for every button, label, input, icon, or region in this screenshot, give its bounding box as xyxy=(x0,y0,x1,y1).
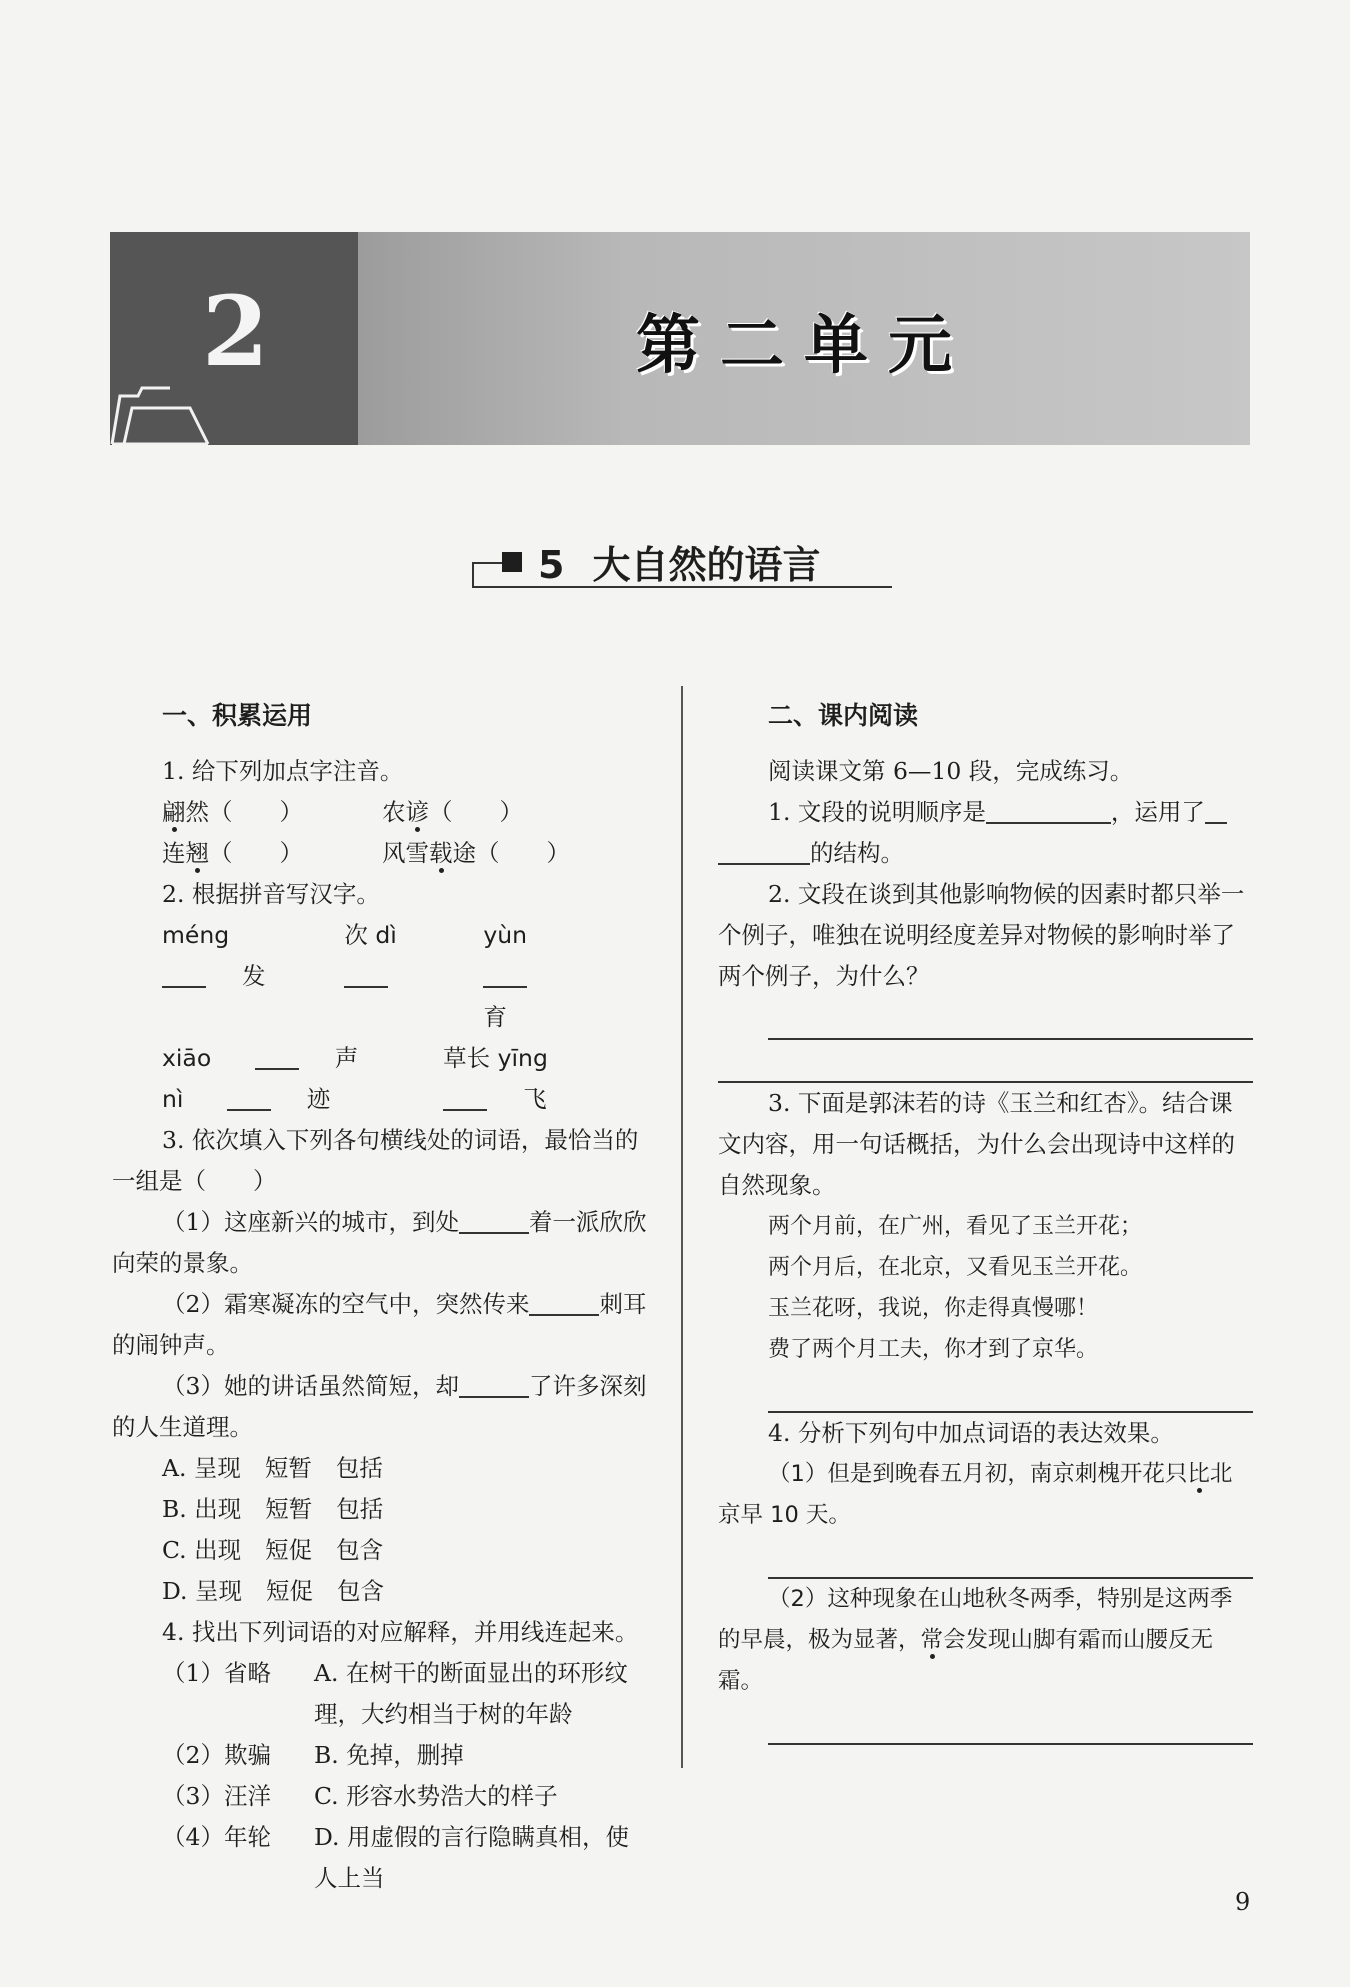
answer-blank[interactable] xyxy=(459,1209,529,1235)
folder-icon xyxy=(110,382,210,445)
q1-item-rest: 途（ ） xyxy=(452,839,570,867)
answer-blank[interactable] xyxy=(718,840,810,866)
dotted-word: 常 xyxy=(920,1627,944,1653)
pinyin-suffix: 迹 xyxy=(306,1085,331,1113)
pinyin-item xyxy=(162,1038,407,1120)
poem-line: 两个月前，在广州，看见了玉兰开花； xyxy=(768,1214,1143,1239)
answer-blank[interactable] xyxy=(344,963,388,989)
question-part: 1. 文段的说明顺序是 xyxy=(768,798,986,826)
q1-item-rest: 然（ ） xyxy=(185,798,303,826)
pinyin-item xyxy=(162,915,308,1038)
dotted-char: 翩 xyxy=(162,798,186,826)
answer-blank[interactable] xyxy=(162,963,206,989)
lesson-name: 大自然的语言 xyxy=(592,543,821,587)
pinyin: 草长 yīng xyxy=(443,1044,548,1072)
answer-line[interactable] xyxy=(718,1040,1253,1083)
column-divider xyxy=(681,686,683,1768)
match-definition: C. 形容水势浩大的样子 xyxy=(314,1782,558,1810)
q3-sentence-3 xyxy=(112,1366,652,1448)
option-word: 短暂 xyxy=(264,1454,312,1482)
right-column xyxy=(718,695,1253,1745)
option-word: 包含 xyxy=(336,1577,384,1605)
option-word: 短暂 xyxy=(265,1495,313,1523)
unit-title-panel xyxy=(358,232,1250,445)
match-term: （3）汪洋 xyxy=(162,1782,271,1810)
q4-prompt: 4. 找出下列词语的对应解释，并用线连起来。 xyxy=(162,1618,639,1646)
r-q4-sentence-1 xyxy=(718,1454,1253,1536)
sentence-part: 北京早 10 天。 xyxy=(718,1461,1233,1528)
sentence-part: 了许多深刻的人生道理。 xyxy=(112,1372,647,1441)
option-word: 包括 xyxy=(336,1495,384,1523)
section-heading-accumulation: 一、积累运用 xyxy=(162,701,313,730)
sentence-part: （1）这座新兴的城市，到处 xyxy=(162,1208,459,1236)
unit-number: 2 xyxy=(202,275,269,388)
match-definition: B. 免掉，删掉 xyxy=(314,1741,464,1769)
pinyin-suffix: 发 xyxy=(242,962,266,990)
answer-blank[interactable] xyxy=(986,799,1111,825)
sentence-part: （1）但是到晚春五月初，南京刺槐开花只 xyxy=(768,1461,1188,1487)
page-number: 9 xyxy=(1235,1888,1251,1916)
answer-blank[interactable] xyxy=(459,1373,529,1399)
pinyin: xiāo xyxy=(162,1044,212,1072)
match-definition: D. 用虚假的言行隐瞒真相，使人上当 xyxy=(314,1823,629,1892)
pinyin: yùn xyxy=(483,921,528,949)
q3-sentence-2 xyxy=(112,1284,652,1366)
sentence-part: （2）霜寒凝冻的空气中，突然传来 xyxy=(162,1290,530,1318)
option-word: B. 出现 xyxy=(162,1495,242,1523)
poem-line: 两个月后，在北京，又看见玉兰开花。 xyxy=(768,1255,1143,1280)
q1-item-rest: （ ） xyxy=(429,798,523,826)
r-q1-cont xyxy=(718,833,1253,874)
answer-line[interactable] xyxy=(768,1370,1253,1413)
title-bracket xyxy=(472,562,474,588)
sentence-part: 会发现山脚有霜而山腰反无霜。 xyxy=(718,1627,1214,1694)
q1-item xyxy=(162,833,382,874)
answer-line[interactable] xyxy=(768,1702,1253,1745)
pinyin-suffix: 飞 xyxy=(523,1085,547,1113)
dotted-char: 翘 xyxy=(185,839,209,867)
pinyin-item xyxy=(483,915,616,1038)
sentence-part: 刺耳的闹钟声。 xyxy=(112,1290,647,1359)
pinyin-suffix: 声 nì xyxy=(162,1044,359,1113)
reading-intro: 阅读课文第 6—10 段，完成练习。 xyxy=(768,757,1134,785)
poem-line: 玉兰花呀，我说，你走得真慢哪！ xyxy=(768,1296,1099,1321)
answer-blank[interactable] xyxy=(443,1086,487,1112)
answer-blank[interactable] xyxy=(529,1291,599,1317)
q1-item-pre: 风雪 xyxy=(382,839,429,867)
pinyin-item xyxy=(344,915,447,1038)
option-d[interactable] xyxy=(112,1571,652,1612)
r-q4: 4. 分析下列句中加点词语的表达效果。 xyxy=(768,1419,1174,1447)
match-term: （1）省略 xyxy=(162,1659,271,1687)
question-part: ，运用了 xyxy=(1110,798,1205,826)
sentence-part: （3）她的讲话虽然简短，却 xyxy=(162,1372,459,1400)
q3-sentence-1 xyxy=(112,1202,652,1284)
match-pair[interactable] xyxy=(112,1653,652,1735)
dotted-char: 谚 xyxy=(405,798,429,826)
pinyin: 次 dì xyxy=(344,921,397,949)
dotted-char: 载 xyxy=(429,839,453,867)
answer-blank[interactable] xyxy=(1205,799,1227,825)
r-q4-sentence-2 xyxy=(718,1579,1253,1702)
lesson-number: 5 xyxy=(538,543,565,587)
title-bracket-top xyxy=(472,562,502,564)
pinyin-suffix: 育 xyxy=(483,1003,507,1031)
match-definition: A. 在树干的断面显出的环形纹理，大约相当于树的年龄 xyxy=(314,1659,628,1728)
answer-blank[interactable] xyxy=(255,1045,299,1071)
pinyin: méng xyxy=(162,921,230,949)
option-word: 短促 xyxy=(265,1536,313,1564)
q2-row-1 xyxy=(112,915,652,1038)
q1-item xyxy=(382,792,523,833)
q1-row-2 xyxy=(112,833,652,874)
lesson-title-box xyxy=(472,530,892,586)
unit-banner xyxy=(110,232,1250,445)
r-q2: 2. 文段在谈到其他影响物候的因素时都只举一个例子，唯独在说明经度差异对物候的影响时举了两个例子，为什么？ xyxy=(718,880,1245,990)
option-word: A. 呈现 xyxy=(162,1454,241,1482)
q1-item-pre: 农 xyxy=(382,798,406,826)
match-pair[interactable] xyxy=(112,1817,652,1899)
q1-prompt: 1. 给下列加点字注音。 xyxy=(162,757,404,785)
sentence-part: （2）这种现象在山地秋冬两季，特别是这两季的早晨，极为显著， xyxy=(718,1586,1233,1653)
option-word: 包含 xyxy=(336,1536,384,1564)
q1-item xyxy=(162,792,382,833)
option-word: 包括 xyxy=(335,1454,383,1482)
answer-line[interactable] xyxy=(768,997,1253,1040)
match-pair[interactable] xyxy=(112,1735,652,1776)
match-term: （4）年轮 xyxy=(162,1823,271,1851)
q1-row-1 xyxy=(112,792,652,833)
unit-title: 第二单元 xyxy=(636,309,972,383)
dotted-word: 比 xyxy=(1187,1461,1210,1487)
unit-number-panel xyxy=(110,232,358,445)
q3-prompt: 3. 依次填入下列各句横线处的词语，最恰当的一组是（ ） xyxy=(112,1126,639,1195)
section-heading-reading: 二、课内阅读 xyxy=(768,701,919,730)
answer-line[interactable] xyxy=(768,1536,1253,1579)
sentence-part: 着一派欣欣向荣的景象。 xyxy=(112,1208,647,1277)
q1-item-pre: 连 xyxy=(162,839,186,867)
r-q3: 3. 下面是郭沫若的诗《玉兰和红杏》。结合课文内容，用一句话概括，为什么会出现诗中这样的自然现象。 xyxy=(718,1089,1235,1199)
option-b[interactable] xyxy=(112,1489,652,1530)
question-part: 的结构。 xyxy=(810,839,904,867)
pinyin-item xyxy=(443,1038,616,1120)
square-bullet-icon xyxy=(502,552,522,572)
q2-row-2 xyxy=(112,1038,652,1120)
poem-line: 费了两个月工夫，你才到了京华。 xyxy=(768,1337,1099,1362)
option-a[interactable] xyxy=(112,1448,652,1489)
answer-blank[interactable] xyxy=(227,1086,271,1112)
answer-blank[interactable] xyxy=(483,963,527,989)
option-word: 短促 xyxy=(265,1577,313,1605)
match-term: （2）欺骗 xyxy=(162,1741,271,1769)
option-word: C. 出现 xyxy=(162,1536,242,1564)
q2-prompt: 2. 根据拼音写汉字。 xyxy=(162,880,380,908)
lesson-title xyxy=(502,534,820,589)
r-q1 xyxy=(718,792,1253,833)
match-pair[interactable] xyxy=(112,1776,652,1817)
q1-item-rest: （ ） xyxy=(209,839,303,867)
q1-item xyxy=(382,833,570,874)
option-word: D. 呈现 xyxy=(162,1577,242,1605)
left-column xyxy=(112,695,652,1899)
option-c[interactable] xyxy=(112,1530,652,1571)
